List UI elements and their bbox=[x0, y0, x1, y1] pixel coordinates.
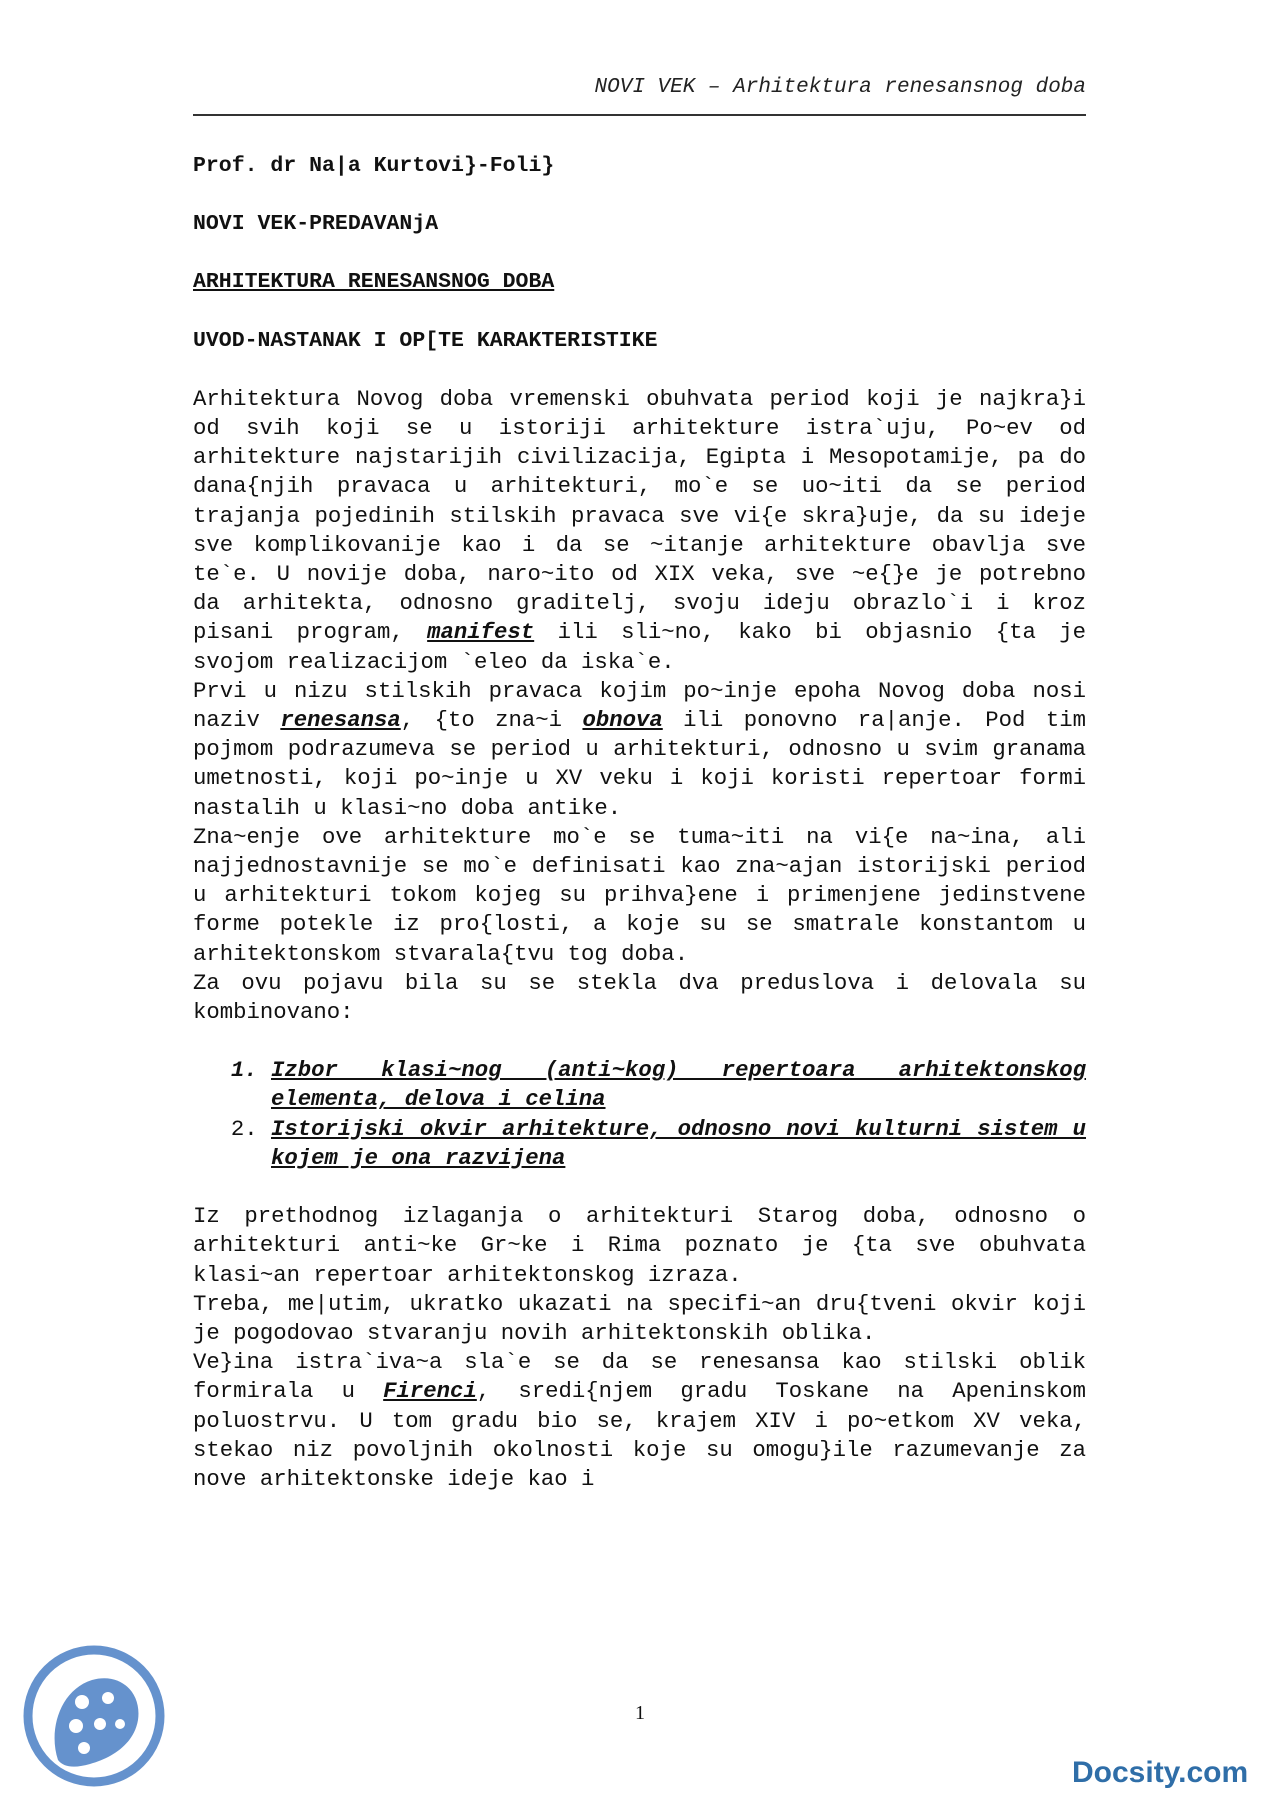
keyword-firenci: Firenci bbox=[383, 1378, 477, 1405]
document-body bbox=[193, 152, 1086, 1494]
preconditions-list bbox=[193, 1056, 1086, 1173]
header-rule bbox=[193, 114, 1086, 116]
paragraph-5: Iz prethodnog izlaganja o arhitekturi Starog doba, odnosno o arhitekturi anti~ke Gr~ke i Rima poznato je {ta sve obuhvata klasi~an repertoar arhitektonskog izraza. bbox=[193, 1203, 1086, 1288]
paragraph-1-text-a: Arhitektura Novog doba vremenski obuhvata period koji je najkra}i od svih koji se u istoriji arhitekture istra`uju, Po~ev od arhitekture najstarijih civilizacija, Egipta i Mesopotamije, pa do dana{njih pravaca u arhitekturi, mo`e se uo~iti da se period trajanja pojedinih stilskih pravaca sve vi{e skra}uje, da su ideje sve komplikovanije kao i da se ~itanje arhitekture obavlja sve te`e. U novije doba, naro~ito od XIX veka, sve ~e{}e je potrebno da arhitekta, odnosno graditelj, svoju ideju obrazlo`i i kroz pisani program, bbox=[193, 385, 1086, 646]
keyword-manifest: manifest bbox=[427, 619, 535, 646]
list-item-text: 2. Istorijski okvir arhitekture, odnosno novi kulturni sistem u kojem je ona razvijena bbox=[271, 1115, 1086, 1171]
page-number: 1 bbox=[635, 1702, 645, 1724]
paragraph-4: Za ovu pojavu bila su se stekla dva preduslova i delovala su kombinovano: bbox=[193, 969, 1086, 1026]
paragraph-1 bbox=[193, 385, 1086, 677]
paragraph-1-text-b: ili sli~no, kako bi objasnio {ta je svojom realizacijom `eleo da iska`e. bbox=[193, 619, 1086, 675]
topic-heading bbox=[193, 268, 1086, 297]
list-item bbox=[271, 1056, 1086, 1114]
keyword-obnova: obnova bbox=[582, 707, 663, 734]
running-header: NOVI VEK – Arhitektura renesansnog doba bbox=[594, 76, 1086, 99]
docsity-brand-link[interactable]: Docsity.com bbox=[1072, 1756, 1249, 1789]
keyword-renesansa: renesansa bbox=[280, 707, 401, 734]
paragraph-2-text-c: ili ponovno ra|anje. Pod tim pojmom podrazumeva se period u arhitekturi, odnosno u svim granama umetnosti, koji po~inje u XV veku i koji koristi repertoar formi nastalih u klasi~no doba antike. bbox=[193, 707, 1086, 821]
paragraph-7 bbox=[193, 1348, 1086, 1494]
paragraph-2-text-b: , {to zna~i bbox=[400, 707, 563, 734]
paragraph-2-text-a: Prvi u nizu stilskih pravaca kojim po~inje epoha Novog doba nosi naziv bbox=[193, 677, 1086, 734]
paragraph-2 bbox=[193, 677, 1086, 823]
list-item bbox=[271, 1115, 1086, 1173]
author-heading: Prof. dr Na|a Kurtovi}-Foli} bbox=[193, 154, 555, 178]
docsity-logo-icon bbox=[20, 1640, 168, 1790]
paragraph-6: Treba, me|utim, ukratko ukazati na specifi~an dru{tveni okvir koji je pogodovao stvaranju novih arhitektonskih oblika. bbox=[193, 1290, 1086, 1346]
section-heading: UVOD-NASTANAK I OP[TE KARAKTERISTIKE bbox=[193, 328, 658, 353]
paragraph-7-text-b: , sredi{njem gradu Toskane na Apeninskom poluostrvu. U tom gradu bio se, krajem XIV i po~etkom XV veka, stekao niz povoljnih okolnosti koje su omogu}ile razumevanje za nove arhitektonske ideje kao i bbox=[193, 1378, 1086, 1492]
course-heading: NOVI VEK-PREDAVANjA bbox=[193, 212, 439, 237]
paragraph-3: Zna~enje ove arhitekture mo`e se tuma~iti na vi{e na~ina, ali najjednostavnije se mo`e definisati kao zna~ajan istorijski period u arhitekturi tokom kojeg su prihva}ene i primenjene jedinstvene forme potekle iz pro{losti, a koje su se smatrale konstantom u arhitektonskom stvarala{tvu tog doba. bbox=[193, 823, 1086, 967]
topic-heading-text: ARHITEKTURA RENESANSNOG DOBA bbox=[193, 270, 555, 295]
paragraph-7-text-a: Ve}ina istra`iva~a sla`e se da se renesansa kao stilski oblik formirala u bbox=[193, 1349, 1086, 1405]
list-item-text: 1. Izbor klasi~nog (anti~kog) repertoara arhitektonskog elementa, delova i celina bbox=[271, 1057, 1086, 1113]
